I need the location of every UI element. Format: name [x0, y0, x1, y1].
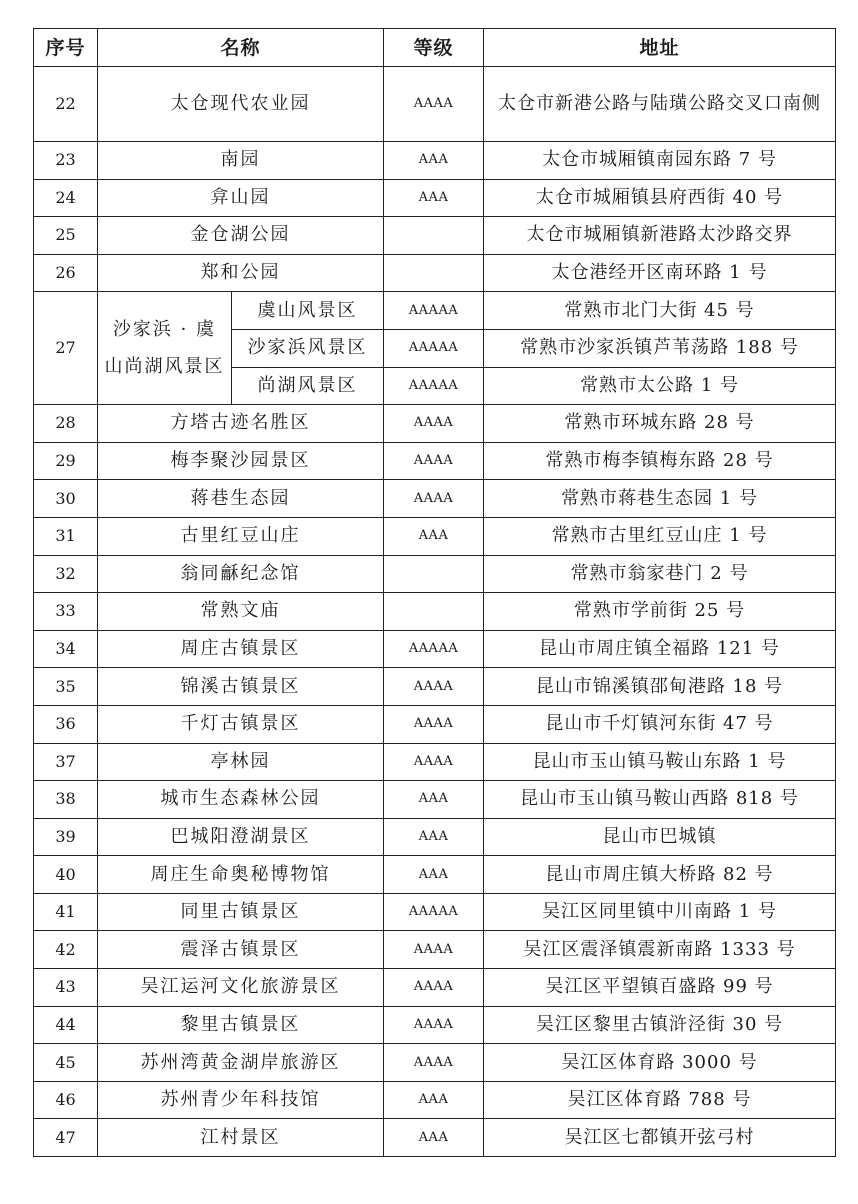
- row-seq: 30: [34, 480, 98, 518]
- row-name: 吴江运河文化旅游景区: [98, 969, 384, 1007]
- table-row: [34, 254, 836, 292]
- row-address: 常熟市翁家巷门 2 号: [484, 555, 836, 593]
- table-row: [34, 405, 836, 443]
- table-row: [34, 142, 836, 180]
- row-address: 吴江区同里镇中川南路 1 号: [484, 893, 836, 931]
- row-level: AAAA: [384, 442, 484, 480]
- row-seq: 28: [34, 405, 98, 443]
- row-level: AAAA: [384, 743, 484, 781]
- row-address: 常熟市太公路 1 号: [484, 367, 836, 405]
- table-row: [34, 517, 836, 555]
- row-address: 吴江区平望镇百盛路 99 号: [484, 969, 836, 1007]
- row-seq: 39: [34, 818, 98, 856]
- row-level: AAA: [384, 142, 484, 180]
- row-level: AAAA: [384, 969, 484, 1007]
- row-level: AAA: [384, 781, 484, 819]
- row-level: AAAA: [384, 668, 484, 706]
- row-level: AAAAA: [384, 893, 484, 931]
- row-address: 吴江区黎里古镇浒泾街 30 号: [484, 1006, 836, 1044]
- row-seq: 44: [34, 1006, 98, 1044]
- row-address: 昆山市玉山镇马鞍山东路 1 号: [484, 743, 836, 781]
- row-address: 吴江区体育路 788 号: [484, 1081, 836, 1119]
- row-seq: 24: [34, 179, 98, 217]
- row-name: 方塔古迹名胜区: [98, 405, 384, 443]
- header-address: 地址: [484, 29, 836, 67]
- header-row: [34, 29, 836, 67]
- row-level: AAA: [384, 179, 484, 217]
- row-address: 常熟市古里红豆山庄 1 号: [484, 517, 836, 555]
- row-name: 翁同龢纪念馆: [98, 555, 384, 593]
- row-address: 昆山市周庄镇大桥路 82 号: [484, 856, 836, 894]
- row-name: 周庄生命奥秘博物馆: [98, 856, 384, 894]
- row-level: AAAAA: [384, 630, 484, 668]
- row-address: 太仓市城厢镇新港路太沙路交界: [484, 217, 836, 255]
- row-level: AAAA: [384, 1006, 484, 1044]
- row-name: 苏州湾黄金湖岸旅游区: [98, 1044, 384, 1082]
- row-seq: 25: [34, 217, 98, 255]
- scenic-spots-table: [33, 28, 836, 1157]
- table-row: [34, 480, 836, 518]
- row-level: AAAAA: [384, 367, 484, 405]
- row-seq: 22: [34, 67, 98, 142]
- row-seq: 47: [34, 1119, 98, 1157]
- row-seq: 40: [34, 856, 98, 894]
- row-address: 常熟市蒋巷生态园 1 号: [484, 480, 836, 518]
- table-row: [34, 893, 836, 931]
- row-address: 昆山市巴城镇: [484, 818, 836, 856]
- row-level: AAA: [384, 1119, 484, 1157]
- row-address: 太仓市城厢镇南园东路 7 号: [484, 142, 836, 180]
- row-name: 梅李聚沙园景区: [98, 442, 384, 480]
- row-level: AAA: [384, 818, 484, 856]
- row-name: 千灯古镇景区: [98, 705, 384, 743]
- table-row: [34, 781, 836, 819]
- row-name: 锦溪古镇景区: [98, 668, 384, 706]
- row-address: 吴江区震泽镇震新南路 1333 号: [484, 931, 836, 969]
- row-sub-name: 虞山风景区: [232, 292, 384, 330]
- table-row: [34, 593, 836, 631]
- row-level: AAA: [384, 856, 484, 894]
- row-seq: 23: [34, 142, 98, 180]
- row-seq: 38: [34, 781, 98, 819]
- row-name: 金仓湖公园: [98, 217, 384, 255]
- table-row: [34, 856, 836, 894]
- row-group-name: 沙家浜 · 虞山尚湖风景区: [98, 292, 232, 405]
- row-address: 常熟市梅李镇梅东路 28 号: [484, 442, 836, 480]
- row-seq: 27: [34, 292, 98, 405]
- row-seq: 37: [34, 743, 98, 781]
- row-name: 古里红豆山庄: [98, 517, 384, 555]
- row-address: 吴江区七都镇开弦弓村: [484, 1119, 836, 1157]
- row-level: AAAA: [384, 67, 484, 142]
- row-seq: 41: [34, 893, 98, 931]
- table-row: [34, 743, 836, 781]
- row-level: AAAA: [384, 705, 484, 743]
- table-row: [34, 442, 836, 480]
- row-level: [384, 254, 484, 292]
- row-address: 昆山市玉山镇马鞍山西路 818 号: [484, 781, 836, 819]
- row-seq: 35: [34, 668, 98, 706]
- row-seq: 43: [34, 969, 98, 1007]
- row-level: AAAAA: [384, 329, 484, 367]
- table-row: [34, 217, 836, 255]
- table-row: [34, 292, 836, 330]
- row-level: AAAA: [384, 480, 484, 518]
- row-level: [384, 555, 484, 593]
- table-row: [34, 1044, 836, 1082]
- row-name: 亭林园: [98, 743, 384, 781]
- row-level: AAA: [384, 1081, 484, 1119]
- table-row: [34, 668, 836, 706]
- row-level: AAAAA: [384, 292, 484, 330]
- row-name: 南园: [98, 142, 384, 180]
- row-seq: 36: [34, 705, 98, 743]
- row-name: 周庄古镇景区: [98, 630, 384, 668]
- row-name: 常熟文庙: [98, 593, 384, 631]
- row-name: 弇山园: [98, 179, 384, 217]
- row-name: 苏州青少年科技馆: [98, 1081, 384, 1119]
- table-row: [34, 969, 836, 1007]
- row-level: AAA: [384, 517, 484, 555]
- table-row: [34, 179, 836, 217]
- row-name: 城市生态森林公园: [98, 781, 384, 819]
- row-seq: 46: [34, 1081, 98, 1119]
- row-address: 太仓市城厢镇县府西街 40 号: [484, 179, 836, 217]
- row-seq: 31: [34, 517, 98, 555]
- row-address: 昆山市周庄镇全福路 121 号: [484, 630, 836, 668]
- row-address: 常熟市学前街 25 号: [484, 593, 836, 631]
- row-seq: 45: [34, 1044, 98, 1082]
- table-row: [34, 630, 836, 668]
- row-sub-name: 沙家浜风景区: [232, 329, 384, 367]
- header-name: 名称: [98, 29, 384, 67]
- row-name: 太仓现代农业园: [98, 67, 384, 142]
- table-row: [34, 67, 836, 142]
- row-address: 太仓市新港公路与陆璜公路交叉口南侧: [484, 67, 836, 142]
- table-row: [34, 1006, 836, 1044]
- row-name: 郑和公园: [98, 254, 384, 292]
- row-sub-name: 尚湖风景区: [232, 367, 384, 405]
- row-address: 吴江区体育路 3000 号: [484, 1044, 836, 1082]
- row-seq: 33: [34, 593, 98, 631]
- table-row: [34, 931, 836, 969]
- row-seq: 34: [34, 630, 98, 668]
- row-name: 蒋巷生态园: [98, 480, 384, 518]
- row-seq: 26: [34, 254, 98, 292]
- row-name: 同里古镇景区: [98, 893, 384, 931]
- row-address: 昆山市锦溪镇邵甸港路 18 号: [484, 668, 836, 706]
- row-address: 太仓港经开区南环路 1 号: [484, 254, 836, 292]
- header-seq: 序号: [34, 29, 98, 67]
- row-level: AAAA: [384, 931, 484, 969]
- row-name: 巴城阳澄湖景区: [98, 818, 384, 856]
- row-address: 常熟市沙家浜镇芦苇荡路 188 号: [484, 329, 836, 367]
- row-seq: 32: [34, 555, 98, 593]
- row-level: [384, 217, 484, 255]
- row-level: AAAA: [384, 1044, 484, 1082]
- row-name: 江村景区: [98, 1119, 384, 1157]
- row-address: 昆山市千灯镇河东街 47 号: [484, 705, 836, 743]
- row-name: 震泽古镇景区: [98, 931, 384, 969]
- table-row: [34, 1081, 836, 1119]
- table-row: [34, 818, 836, 856]
- row-level: [384, 593, 484, 631]
- table-row: [34, 705, 836, 743]
- row-seq: 29: [34, 442, 98, 480]
- header-level: 等级: [384, 29, 484, 67]
- table-row: [34, 555, 836, 593]
- row-address: 常熟市北门大街 45 号: [484, 292, 836, 330]
- row-name: 黎里古镇景区: [98, 1006, 384, 1044]
- row-level: AAAA: [384, 405, 484, 443]
- table-row: [34, 1119, 836, 1157]
- row-seq: 42: [34, 931, 98, 969]
- row-address: 常熟市环城东路 28 号: [484, 405, 836, 443]
